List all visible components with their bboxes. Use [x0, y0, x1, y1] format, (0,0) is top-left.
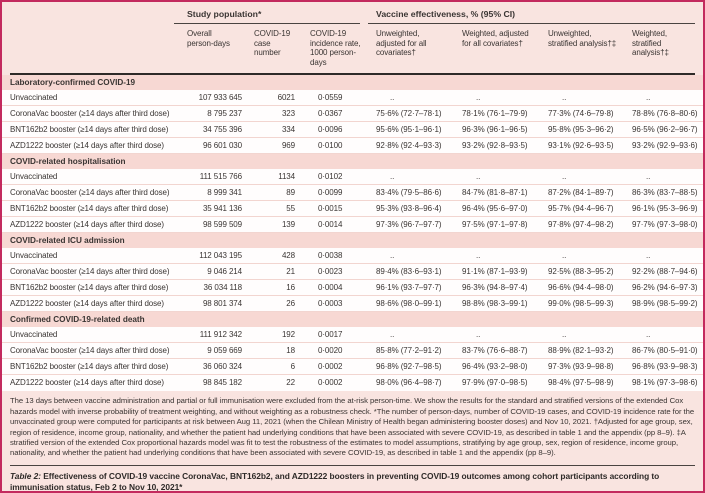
cell-value: 96·4% (93·2–98·0) [462, 362, 528, 372]
cell-value: 96·1% (95·3–96·9) [632, 204, 698, 214]
row-label: AZD1222 booster (≥14 days after third dose) [10, 220, 164, 230]
table-caption [2, 466, 703, 493]
row-label: BNT162b2 booster (≥14 days after third dose) [10, 204, 169, 214]
cell-value: 6021 [277, 93, 295, 103]
cell-value: 6 [290, 362, 295, 372]
cell-value: 77·3% (74·6–79·8) [548, 109, 614, 119]
cell-value: 78·8% (76·8–80·6) [632, 109, 698, 119]
section-title: COVID-related hospitalisation [10, 157, 126, 167]
footnote-text: The 13 days between vaccine administration and partial or full immunisation were excluded from the at-risk person-time. We show the results for the standard and stratified versions of the extended Cox hazards model with inverse probability of treatment weighting, and without weighting as a robustness check. *The number of person-days, number of COVID-19 cases, and COVID-19 incidence rate for the unvaccinated group were computed for participants at risk between Aug 11, 2021 (when the Chilean Ministry of Health began administering booster doses) and Nov 10, 2021. †Adjusted for age group, sex, region of residence, income group, nationality, and whether the patient had underlying conditions that have been associated with severe COVID-19, as described in table 1 and the appendix (pp 8–9). ‡A stratified version of the extended Cox proportional hazards model was fit to test the robustness of the estimates to model assumptions, stratifying by age group, sex, region of residence, income group, nationality, and whether the patient had underlying conditions that have been associated with severe COVID-19, as described in table 1 and the appendix (pp 8–9). [10, 396, 695, 458]
table-row [2, 201, 703, 217]
cell-value: 92·2% (88·7–94·6) [632, 267, 698, 277]
cell-value: 55 [286, 204, 295, 214]
cell-value: 0·0015 [318, 204, 343, 214]
cell-value: 98·0% (96·4–98·7) [376, 378, 442, 388]
column-header-unweighted-stratified: Unweighted, stratified analysis†‡ [548, 29, 617, 48]
cell-value: 0·0100 [318, 141, 343, 151]
table-row [2, 138, 703, 154]
cell-value: 0·0002 [318, 378, 343, 388]
column-header-unweighted-adjusted: Unweighted, adjusted for all covariates† [376, 29, 427, 58]
table-row [2, 359, 703, 375]
cell-value: 0·0003 [318, 299, 343, 309]
table-row [2, 375, 703, 391]
cell-value: 86·7% (80·5–91·0) [632, 346, 698, 356]
cell-value: 89 [286, 188, 295, 198]
row-label: Unvaccinated [10, 330, 58, 340]
cell-value: .. [390, 172, 395, 182]
cell-value: 93·1% (92·6–93·5) [548, 141, 614, 151]
table-body [2, 75, 703, 391]
cell-value: 95·7% (94·4–96·7) [548, 204, 614, 214]
section-header-row [2, 154, 703, 169]
group-header-spacer [2, 9, 174, 24]
row-label: Unvaccinated [10, 251, 58, 261]
cell-value: 323 [281, 109, 295, 119]
cell-value: 96·8% (93·9–98·3) [632, 362, 698, 372]
cell-value: 21 [286, 267, 295, 277]
cell-value: 0·0038 [318, 251, 343, 261]
cell-value: 83·7% (76·6–88·7) [462, 346, 528, 356]
cell-value: 99·0% (98·5–99·3) [548, 299, 614, 309]
cell-value: 75·6% (72·7–78·1) [376, 109, 442, 119]
cell-value: 9 059 669 [207, 346, 242, 356]
table-row [2, 185, 703, 201]
column-header-incidence-rate: COVID-19 incidence rate, 1000 person-days [310, 29, 361, 67]
column-header-case-number: COVID-19 case number [254, 29, 291, 58]
cell-value: 112 043 195 [199, 251, 242, 261]
section-header-row [2, 312, 703, 327]
cell-value: 98·9% (98·5–99·2) [632, 299, 698, 309]
table-row [2, 106, 703, 122]
column-header-person-days: Overall person-days [187, 29, 230, 48]
cell-value: 8 795 237 [207, 109, 242, 119]
section-header-row [2, 75, 703, 90]
section-title: COVID-related ICU admission [10, 236, 125, 246]
row-label: Unvaccinated [10, 172, 58, 182]
cell-value: 93·2% (92·9–93·6) [632, 141, 698, 151]
cell-value: .. [562, 330, 567, 340]
column-header-weighted-adjusted: Weighted, adjusted for all covariates† [462, 29, 529, 48]
cell-value: 0·0096 [318, 125, 343, 135]
cell-value: 95·3% (93·8–96·4) [376, 204, 442, 214]
row-label: BNT162b2 booster (≥14 days after third dose) [10, 125, 169, 135]
cell-value: 22 [286, 378, 295, 388]
section-title: Confirmed COVID-19-related death [10, 315, 145, 325]
cell-value: 84·7% (81·8–87·1) [462, 188, 528, 198]
cell-value: 97·3% (93·9–98·8) [548, 362, 614, 372]
cell-value: 428 [281, 251, 295, 261]
cell-value: 83·4% (79·5–86·6) [376, 188, 442, 198]
cell-value: 96·6% (94·4–98·0) [548, 283, 614, 293]
cell-value: 969 [281, 141, 295, 151]
cell-value: 16 [286, 283, 295, 293]
table-row [2, 169, 703, 185]
cell-value: 0·0004 [318, 283, 343, 293]
cell-value: 1134 [278, 172, 295, 182]
cell-value: 86·3% (83·7–88·5) [632, 188, 698, 198]
caption-text: Effectiveness of COVID-19 vaccine CoronaVac, BNT162b2, and AZD1222 boosters in preventing COVID-19 outcomes among cohort participants according to immunisation status, Feb 2 to Nov 10, 2021* [10, 470, 660, 492]
row-label: CoronaVac booster (≥14 days after third dose) [10, 188, 170, 198]
group-header-row [2, 2, 703, 24]
cell-value: 98·8% (98·3–99·1) [462, 299, 528, 309]
cell-value: 107 933 645 [198, 93, 242, 103]
cell-value: 98·4% (97·5–98·9) [548, 378, 614, 388]
cell-value: 97·3% (96·7–97·7) [376, 220, 442, 230]
row-label: AZD1222 booster (≥14 days after third dose) [10, 299, 164, 309]
row-label: BNT162b2 booster (≥14 days after third dose) [10, 362, 169, 372]
cell-value: 139 [281, 220, 295, 230]
column-header-row [2, 24, 703, 73]
cell-value: 78·1% (76·1–79·9) [462, 109, 528, 119]
cell-value: 0·0017 [318, 330, 343, 340]
column-header-empty [2, 29, 174, 67]
cell-value: 98 845 182 [202, 378, 242, 388]
cell-value: 93·2% (92·8–93·5) [462, 141, 528, 151]
cell-value: .. [476, 172, 481, 182]
cell-value: 0·0102 [318, 172, 343, 182]
cell-value: 0·0367 [318, 109, 343, 119]
cell-value: 36 060 324 [202, 362, 242, 372]
row-label: BNT162b2 booster (≥14 days after third dose) [10, 283, 169, 293]
cell-value: .. [476, 330, 481, 340]
cell-value: 85·8% (77·2–91·2) [376, 346, 442, 356]
cell-value: 96·5% (96·2–96·7) [632, 125, 698, 135]
cell-value: .. [646, 172, 651, 182]
cell-value: 92·5% (88·3–95·2) [548, 267, 614, 277]
cell-value: .. [390, 330, 395, 340]
cell-value: 95·8% (95·3–96·2) [548, 125, 614, 135]
cell-value: 98 599 509 [202, 220, 242, 230]
cell-value: .. [562, 93, 567, 103]
cell-value: 97·7% (97·3–98·0) [632, 220, 698, 230]
cell-value: 36 034 118 [203, 283, 242, 293]
cell-value: 98·6% (98·0–99·1) [376, 299, 442, 309]
cell-value: 91·1% (87·1–93·9) [462, 267, 528, 277]
section-header-row [2, 233, 703, 248]
row-label: Unvaccinated [10, 93, 58, 103]
cell-value: .. [476, 93, 481, 103]
group-header-vaccine-effectiveness: Vaccine effectiveness, % (95% CI) [368, 9, 695, 24]
cell-value: 92·8% (92·4–93·3) [376, 141, 442, 151]
cell-value: 192 [281, 330, 295, 340]
cell-value: 96·1% (93·7–97·7) [376, 283, 442, 293]
cell-value: 334 [281, 125, 295, 135]
cell-value: .. [646, 93, 651, 103]
cell-value: 87·2% (84·1–89·7) [548, 188, 614, 198]
cell-value: .. [390, 251, 395, 261]
row-label: AZD1222 booster (≥14 days after third dose) [10, 378, 164, 388]
cell-value: 97·5% (97·1–97·8) [462, 220, 528, 230]
cell-value: 0·0099 [318, 188, 343, 198]
table-row [2, 122, 703, 138]
cell-value: 96·8% (92·7–98·5) [376, 362, 442, 372]
cell-value: 111 515 766 [199, 172, 242, 182]
table-row [2, 264, 703, 280]
row-label: CoronaVac booster (≥14 days after third dose) [10, 267, 170, 277]
cell-value: 89·4% (83·6–93·1) [376, 267, 442, 277]
cell-value: 88·9% (82·1–93·2) [548, 346, 614, 356]
cell-value: 97·8% (97·4–98·2) [548, 220, 614, 230]
cell-value: 0·0002 [318, 362, 343, 372]
cell-value: 18 [286, 346, 295, 356]
section-title: Laboratory-confirmed COVID-19 [10, 78, 136, 88]
cell-value: 0·0023 [318, 267, 343, 277]
cell-value: 96·3% (94·8–97·4) [462, 283, 528, 293]
caption-label: Table 2: [10, 470, 41, 481]
cell-value: 97·9% (97·0–98·5) [462, 378, 528, 388]
cell-value: 0·0559 [318, 93, 343, 103]
row-label: AZD1222 booster (≥14 days after third dose) [10, 141, 164, 151]
table-row [2, 90, 703, 106]
table-row [2, 280, 703, 296]
row-label: CoronaVac booster (≥14 days after third dose) [10, 109, 170, 119]
row-label: CoronaVac booster (≥14 days after third dose) [10, 346, 170, 356]
cell-value: 9 046 214 [207, 267, 242, 277]
cell-value: 96 601 030 [202, 141, 242, 151]
cell-value: 26 [286, 299, 295, 309]
group-header-study-population: Study population* [174, 9, 360, 24]
cell-value: .. [562, 251, 567, 261]
cell-value: 96·4% (95·6–97·0) [462, 204, 528, 214]
cell-value: 0·0020 [318, 346, 343, 356]
table-row [2, 327, 703, 343]
cell-value: 35 941 136 [202, 204, 242, 214]
cell-value: 96·2% (94·6–97·3) [632, 283, 698, 293]
table-row [2, 217, 703, 233]
cell-value: 96·3% (96·1–96·5) [462, 125, 528, 135]
cell-value: 8 999 341 [207, 188, 242, 198]
cell-value: 98·1% (97·3–98·6) [632, 378, 698, 388]
cell-value: 111 912 342 [199, 330, 242, 340]
cell-value: .. [646, 330, 651, 340]
cell-value: 98 801 374 [202, 299, 242, 309]
table-row [2, 343, 703, 359]
cell-value: 34 755 396 [202, 125, 242, 135]
table-row [2, 248, 703, 264]
cell-value: 95·6% (95·1–96·1) [376, 125, 442, 135]
table-row [2, 296, 703, 312]
column-header-weighted-stratified: Weighted, stratified analysis†‡ [632, 29, 669, 58]
cell-value: 0·0014 [318, 220, 343, 230]
cell-value: .. [646, 251, 651, 261]
cell-value: .. [476, 251, 481, 261]
cell-value: .. [562, 172, 567, 182]
cell-value: .. [390, 93, 395, 103]
